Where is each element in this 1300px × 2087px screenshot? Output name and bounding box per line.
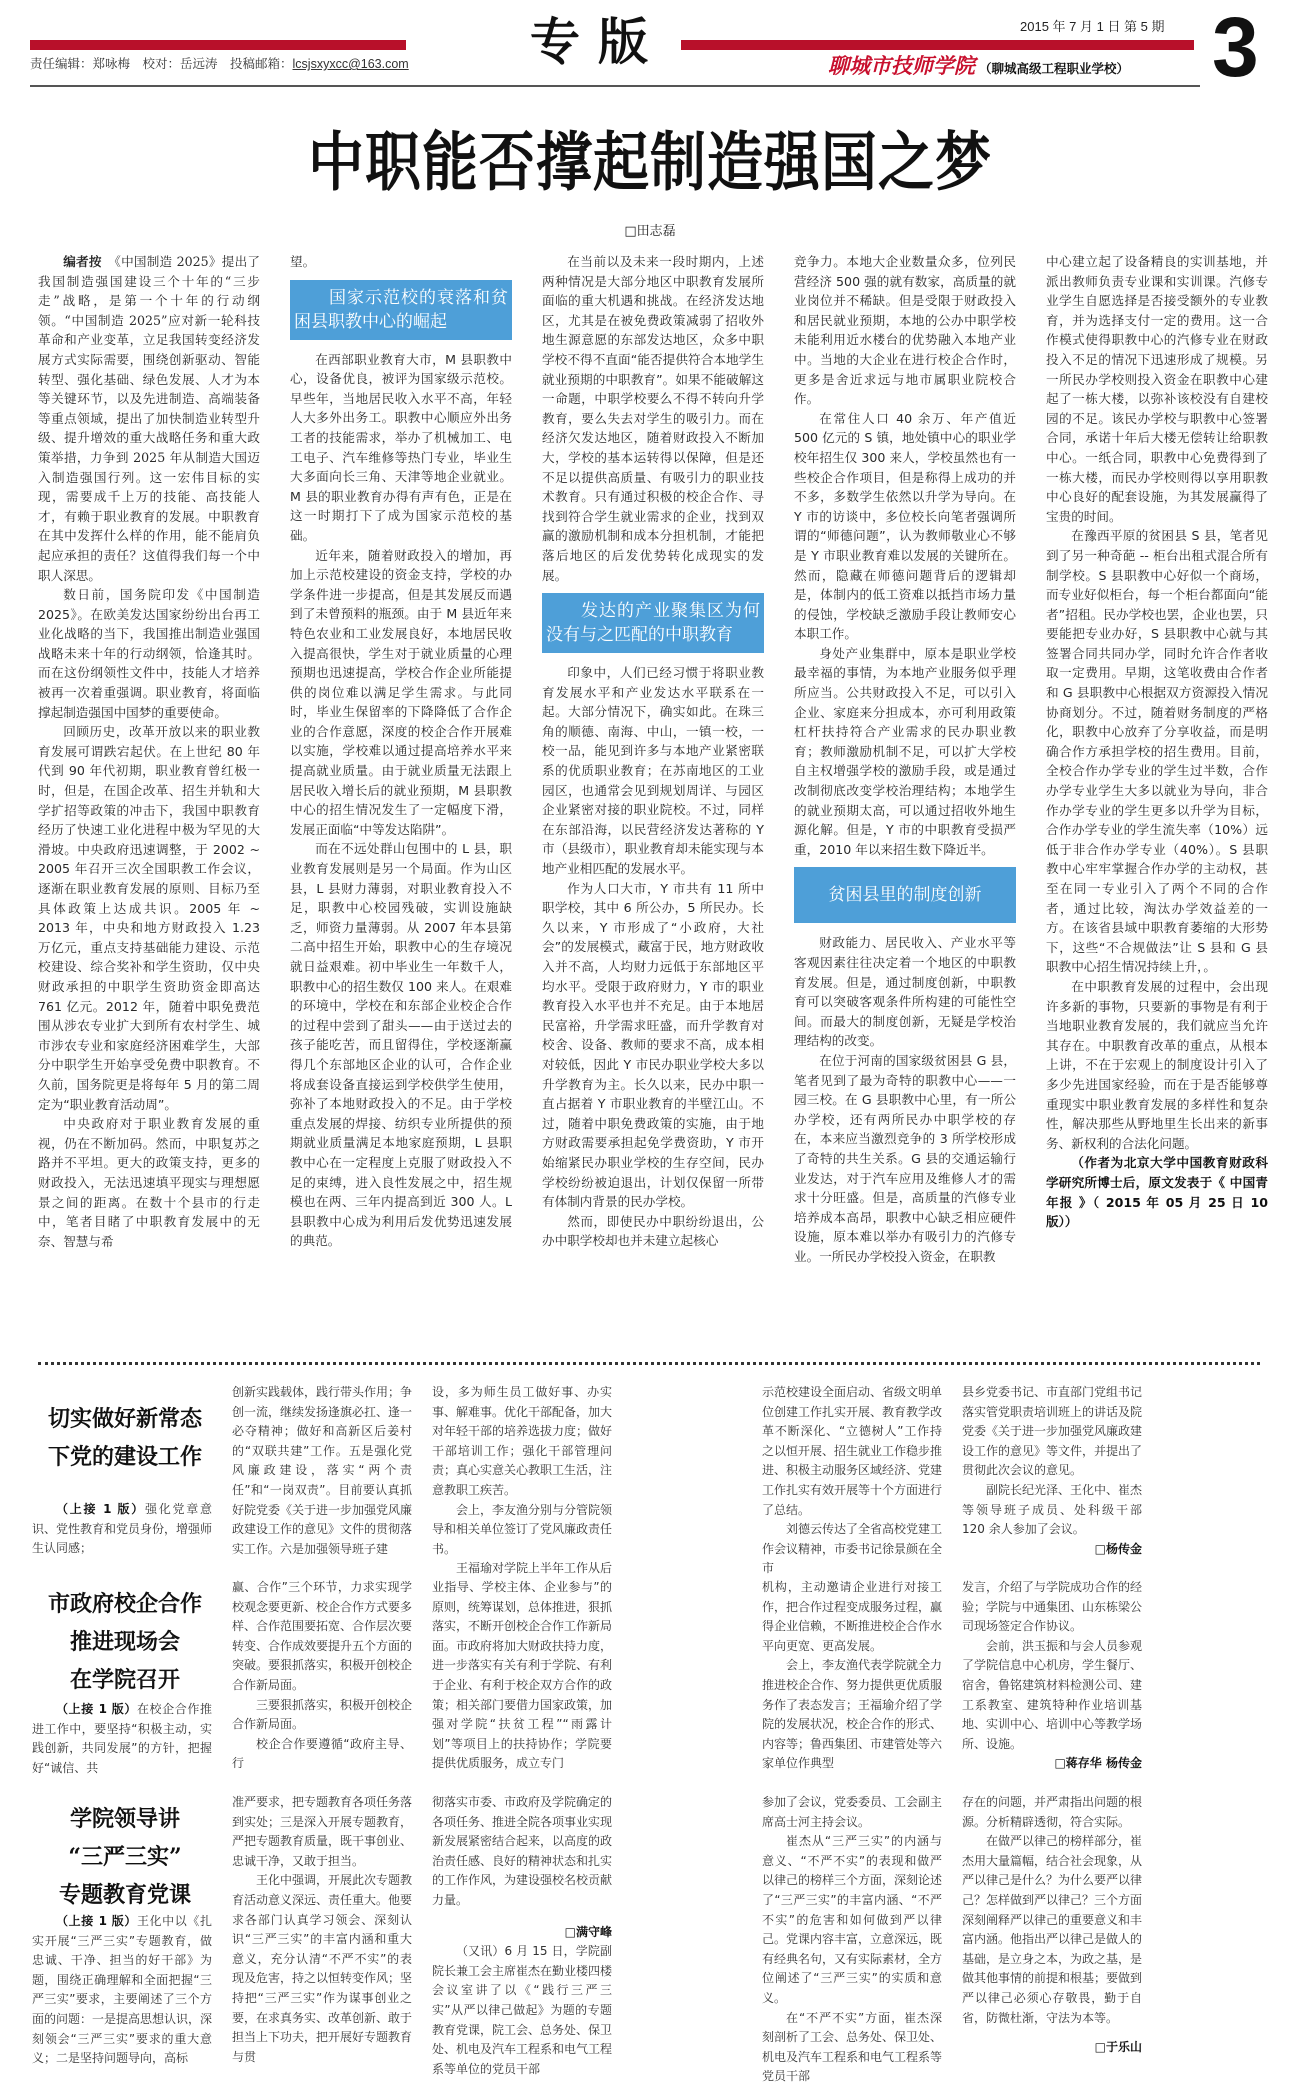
- article-1-col-5: [962, 1383, 1142, 1559]
- main-column-2: [290, 252, 512, 1251]
- continued-label: （上接 1 版）: [56, 1502, 145, 1516]
- article-1-col-1: [32, 1500, 212, 1559]
- issue-date: 2015 年 7 月 1 日 第 5 期: [1020, 19, 1165, 34]
- editor-line: 责任编辑：郑咏梅 校对：岳远涛 投稿邮箱：: [30, 57, 293, 71]
- paragraph: 在校企合作推进工作中，要坚持“积极主动，实践创新，共同发展”的方针，把握好“诚信、共: [32, 1702, 212, 1775]
- paragraph: 存在的问题，并严肃指出问题的根源。分析精辟透彻，符合实际。: [962, 1795, 1143, 1829]
- paragraph: 在中职教育发展的过程中，会出现许多新的事物，只要新的事物是有利于当地职业教育发展的，我们就应当允许其存在。中职教育改革的重点，从根本上讲，不在于宏观上的制度设计引入了多少先进国家经验，而在于是否能够尊重现实中职业教育发展的多样性和复杂性，解决那些从野地里生长出来的新事务、新权利的合法化问题。: [1046, 978, 1268, 1151]
- paragraph: 财政能力、居民收入、产业水平等客观因素往往决定着一个地区的中职教育发展。但是，通过制度创新，中职教育可以突破客观条件所构建的可能性空间。而最大的制度创新，无疑是学校治理结构的改变。: [794, 935, 1016, 1049]
- article-2-col-4: [762, 1578, 942, 1774]
- paragraph: 望。: [290, 254, 316, 269]
- paragraph: 副院长纪光泽、王化中、崔杰等领导班子成员、处科级干部 120 余人参加了会议。: [962, 1482, 1143, 1537]
- paragraph: 近年来，随着财政投入的增加，再加上示范校建设的资金支持，学校的办学条件进一步提高，但是其发展反而遇到了未曾预料的瓶颈。由于 M 县近年来特色农业和工业发展良好，本地居民收入提高很快，学生对于就业质量的心理预期也迅速提高，学校合作企业所能提供的岗位难以满足学生需求。与此同时，毕业生保留率的下降降低了合作企业的合作意愿，深度的校企合作开展难以实施，学校难以通过提高培养水平来提高就业质量。由于就业质量无法跟上居民收入增长后的就业预期，M 县职教中心的招生情况发生了一定幅度下滑，发展正面临“中等发达陷阱”。: [290, 547, 512, 837]
- subhead-3-text: 贫困县里的制度创新: [828, 885, 982, 906]
- paragraph: 作为人口大市，Y 市共有 11 所中职学校，其中 6 所公办，5 所民办。长久以来，Y 市形成了“小政府，大社会”的发展模式，藏富于民，地方财政收入并不高，人均财力远低于东部地区平均水平。受限于政府财力，Y 市的职业教育投入水平也并不充足。由于本地居民富裕，升学需求旺盛，而升学教育对校舍、设备、教师的要求不高，成本相对较低，因此 Y 市民办职业学校大多以升学教育为主。长久以来，民办中职一直占据着 Y 市职业教育的半壁江山。不过，随着中职免费政策的实施，由于地方财政需要承担起免学费资助，Y 市开始缩紧民办职业学校的生存空间，民办学校纷纷被迫退出，计划仅保留一所带有体制内背景的民办学校。: [542, 880, 764, 1210]
- title-line: 在学院召开: [69, 1667, 180, 1693]
- title-line: 下党的建设工作: [47, 1444, 202, 1470]
- article-1-title: [30, 1400, 220, 1476]
- paragraph: 崔杰从“三严三实”的内涵与意义、“不严不实”的表现和做严以律己的榜样三个方面，深刻论述了“三严三实”的丰富内涵、“不严不实”的危害和如何做到严以律己。党课内容丰富，立意深远，既有经典名句，又有实际素材，全方位阐述了“三严三实”的实质和意义。: [762, 1834, 943, 2005]
- title-line: 市政府校企合作: [47, 1591, 202, 1617]
- paragraph: 在当前以及未来一段时期内，上述两种情况是大部分地区中职教育发展所面临的重大机遇和挑战。在经济发达地区，尤其是在被免费政策减弱了招收外地生源意愿的东部发达地区，众多中职学校不得不直面“能否提供符合本地学生就业预期的中职教育”。如果不能破解这一命题，中职学校要么不得不转向升学教育，要么失去对学生的吸引力。而在经济欠发达地区，随着财政投入不断加大，学校的基本运转得以保障，但是还不足以提供高质量、有吸引力的职业技术教育。只有通过积极的校企合作、寻找到符合学生就业需求的企业，找到双赢的激励机制和成本分担机制，才能把落后地区的后发优势转化成现实的发展。: [542, 254, 764, 583]
- paragraph: 赢、合作”三个环节，力求实现学校观念要更新、校企合作方式要多样、合作范围要拓宽、合作层次要转变、合作成效要提升五个方面的突破。要狠抓落实，积极开创校企合作新局面。: [232, 1580, 413, 1692]
- subhead-2-text: 发达的产业聚集区为何没有与之匹配的中职教育: [546, 601, 760, 646]
- editor-note-label: 编者按: [63, 254, 102, 269]
- article-3-title: [30, 1800, 220, 1914]
- paragraph: 示范校建设全面启动、省级文明单位创建工作扎实开展、教育教学改革不断深化、“立德树人”工作持之以恒开展、招生就业工作稳步推进、积极主动服务区域经济、党建工作扎实有效开展等十个方面进行了总结。: [762, 1385, 943, 1517]
- paragraph: 三要狠抓落实，积极开创校企合作新局面。: [232, 1697, 413, 1732]
- subhead-1: [290, 280, 512, 340]
- paragraph: 在豫西平原的贫困县 S 县，笔者见到了另一种奇葩 -- 柜台出租式混合所有制学校。S 县职教中心好似一个商场，而专业好似柜台，每一个柜台都面向“能者”招租。民办学校也罢，企业也罢，只要能把专业办好，S 县职教中心就与其签署合同共同办学，同时允许合作者收取一定费用。早期，这笔收费由合作者和 G 县职教中心根据双方资源投入情况协商划分。不过，随着财务制度的严格化，职教中心放弃了分享收益，而是明确合作方承担学校的招生费用。目前，全校合作办学专业的学生过半数，合作办学专业学生大多以就业为导向，非合作办学专业的学生更多以升学为目标，合作办学专业的学生流失率（10%）远低于非合作办学专业（40%）。S 县职教中心牢牢掌握合作办学的主动权，甚至在同一专业引入了两个不同的合作者，通过比较，淘汰办学效益差的一方。在该省县域中职教育萎缩的大形势下，这些“不合规做法”让 S 县和 G 县职教中心招生情况持续上升，。: [1046, 528, 1268, 975]
- subhead-2: [542, 593, 764, 653]
- paragraph: 王化中强调，开展此次专题教育活动意义深远、责任重大。他要求各部门认真学习领会、深刻认识“三严三实”的丰富内涵和重大意义，充分认清“不严不实”的表现及危害，持之以恒转变作风；坚持把“三严三实”作为谋事创业之要，在求真务实、改革创新、敢于担当上下功夫，把开展好专题教育与贯: [232, 1873, 413, 2064]
- article-2-col-3: [432, 1578, 612, 1774]
- article-2-signature: □蒋存华 杨传金: [1054, 1756, 1142, 1771]
- paragraph: 校企合作要遵循“政府主导、行: [232, 1736, 412, 1771]
- main-byline: □田志磊: [624, 224, 676, 239]
- title-line: 推进现场会: [69, 1629, 180, 1655]
- article-1-col-4: [762, 1383, 942, 1579]
- paragraph: 发言，介绍了与学院成功合作的经验；学院与中通集团、山东栋梁公司现场签定合作协议。: [962, 1580, 1143, 1634]
- paragraph: 王化中以《扎实开展“三严三实”专题教育，做忠诚、干净、担当的好干部》为题，围绕正确理解和全面把握“三严三实”要求，主要阐述了三个方面的问题：一是提高思想认识，深刻领会“三严三实”要求的重大意义；二是坚持问题导向，高标: [32, 1914, 213, 2066]
- paragraph: 中心建立起了设备精良的实训基地，并派出教师负责专业课和实训课。汽修专业学生自愿选择是否接受额外的专业教育，并为选择支付一定的费用。这一合作模式使得职教中心的汽修专业在财政投入不足的情况下迅速形成了规模。另一所民办学校则投入资金在职教中心建起了一栋大楼，以弥补该校没有自建校园的不足。该民办学校与职教中心签署合同，承诺十年后大楼无偿转让给职教中心。一纸合同，职教中心免费得到了一栋大楼，而民办学校则得以享用职教中心良好的配套设施，为其发展赢得了宝贵的时间。: [1046, 254, 1268, 524]
- paragraph: 数日前，国务院印发《中国制造 2025》。在欧美发达国家纷纷出台再工业化战略的当下，我国推出制造业强国战略未来十年的行动纲领，恰逢其时。而在这份纲领性文件中，技能人才培养被再一次着重强调。职业教育，将面临撑起制造强国中国梦的重要使命。: [38, 587, 260, 720]
- article-1-col-3: [432, 1383, 612, 1579]
- title-line: 专题教育党课: [58, 1882, 191, 1908]
- paragraph: 竞争力。本地大企业数量众多，位列民营经济 500 强的就有数家，高质量的就业岗位并不稀缺。但是受限于财政投入和居民就业预期，本地的公办中职学校未能利用近水楼台的优势融入本地产业中。当地的大企业在进行校企合作时，更多是舍近求远与地市属职业院校合作。: [794, 254, 1016, 407]
- main-headline: 中职能否撑起制造强国之梦: [308, 124, 992, 201]
- article-2-title: [30, 1585, 220, 1699]
- paragraph: 身处产业集群中，原本是职业学校最幸福的事情，为本地产业服务似乎理所应当。公共财政投入不足，可以引入企业、家庭来分担成本，亦可利用政策杠杆扶持符合产业需求的民办职业教育；教师激励机制不足，可以扩大学校自主权增强学校的激励手段，或是通过改制彻底改变学校治理结构；本地学生的就业预期太高，可以通过招收外地生源化解。但是，Y 市的中职教育受损严重，2010 年以来招生数下降近半。: [794, 645, 1016, 857]
- article-3-col-3: [432, 1793, 612, 2079]
- continued-label: （上接 1 版）: [56, 1914, 137, 1928]
- article-1-signature: □杨传金: [1094, 1541, 1142, 1556]
- paragraph: 彻落实市委、市政府及学院确定的各项任务、推进全院各项事业实现新发展紧密结合起来，以高度的政治责任感、良好的精神状态和扎实的工作作风，为建设强校名校贡献力量。: [432, 1795, 613, 1907]
- section-divider: [38, 1362, 1260, 1365]
- paragraph: 在“不严不实”方面，崔杰深刻剖析了工会、总务处、保卫处、机电及汽车工程系和电气工程系等党员干部: [762, 2010, 943, 2084]
- school-subtitle: （聊城高级工程职业学校）: [979, 62, 1130, 76]
- paragraph: 王福瑜对学院上半年工作从后: [456, 1561, 613, 1576]
- section-title: 专版: [530, 12, 666, 71]
- paragraph: 在西部职业教育大市，M 县职教中心，设备优良，被评为国家级示范校。早些年，当地居民收入水平不高，年轻人大多外出务工。职教中心顺应外出务工者的技能需求，举办了机械加工、电工电子、汽车维修等热门专业，毕业生大多面向长三角、天津等地企业就业。M 县的职业教育办得有声有色，正是在这一时期打下了成为国家示范校的基础。: [290, 351, 512, 543]
- paragraph: 机构，主动邀请企业进行对接工作，把合作过程变成服务过程，赢得企业信赖，不断推进校企合作水平向更宽、更高发展。: [762, 1580, 943, 1653]
- subhead-1-text: 国家示范校的衰落和贫困县职教中心的崛起: [294, 287, 508, 332]
- paragraph: 会上，李友渔代表学院就全力推进校企合作、努力提供更优质服务作了表态发言；王福瑜介绍了学院的发展状况，校企合作的形式、内容等；鲁西集团、市建管处等六家单位作典型: [762, 1658, 943, 1771]
- paragraph: 会上，李友渔分别与分管院领导和相关单位签订了党风廉政责任书。: [432, 1502, 613, 1556]
- paragraph: 业指导、学校主体、企业参与”的原则，统筹谋划，总体推进，狠抓落实，不断开创校企合作工作新局面。市政府将加大财政扶持力度，进一步落实有关有利于学院、有利于企业、有利于校企双方合作的政策；相关部门要借力国家政策，加强对学院“扶贫工程”“雨露计划”等项目上的扶持协作；学院要提供优质服务，成立专门: [432, 1580, 613, 1771]
- paragraph: 印象中，人们已经习惯于将职业教育发展水平和产业发达水平联系在一起。大部分情况下，确实如此。在珠三角的顺德、南海、中山，一镇一校，一校一品，能见到许多与本地产业紧密联系的优质职业教育；在苏南地区的工业园区，也通常会见到规划周详、与园区企业紧密对接的职业院校。不过，同样在东部沿海，以民营经济发达著称的 Y 市（县级市），职业教育却未能实现与本地产业相匹配的发展水平。: [542, 665, 764, 877]
- paragraph: 会前，洪玉振和与会人员参观了学院信息中心机房，学生餐厅、宿舍，鲁铭建筑材料检测公司、建工系教室、建筑特种作业培训基地、实训中心、培训中心等教学场所、设施。: [962, 1638, 1143, 1751]
- editor-note: [38, 252, 260, 585]
- title-line: 切实做好新常态: [47, 1406, 202, 1432]
- title-line: “三严三实”: [68, 1844, 182, 1870]
- article-3-col-1: [32, 1912, 212, 2069]
- title-line: 学院领导讲: [69, 1806, 180, 1832]
- paragraph: 然而，即使民办中职纷纷退出，公办中职学校却也并未建立起核心: [542, 1213, 764, 1249]
- main-column-1: [38, 252, 260, 1251]
- paragraph: 强化党章意识、党性教育和党员身份，增强师生认同感；: [32, 1502, 213, 1556]
- school-logo: [828, 50, 1129, 80]
- masthead-divider: [30, 85, 1200, 87]
- article-2-col-2: [232, 1578, 412, 1774]
- continued-label: （上接 1 版）: [56, 1702, 137, 1716]
- article-3-col-2: [232, 1793, 412, 2067]
- submission-email-link[interactable]: lcsjsxyxcc@163.com: [292, 57, 409, 71]
- paragraph: 在位于河南的国家级贫困县 G 县，笔者见到了最为奇特的职教中心——一园三校。在 G 县职教中心里，有一所公办学校，还有两所民办中职学校的存在，本来应当激烈竞争的 3 所学校形成了奇特的共生关系。G 县的交通运输行业发达，对于汽车应用及维修人才的需求十分旺盛。但是，高质量的汽修专业培养成本高昂，职教中心缺乏相应硬件设施，原本难以举办有吸引力的汽修专业。一所民办学校投入资金，在职教: [794, 1052, 1016, 1264]
- author-credit: （作者为北京大学中国教育财政科学研究所博士后，原文发表于《 中国青年报 》（ 2015 年 05 月 25 日 10 版））: [1046, 1155, 1268, 1230]
- article-2-col-1: [32, 1700, 212, 1778]
- main-column-3: [542, 252, 764, 1251]
- article-2-col-5: [962, 1578, 1142, 1774]
- paragraph: 回顾历史，改革开放以来的职业教育发展可谓跌宕起伏。在上世纪 80 年代到 90 年代初期，职业教育曾红极一时，但是，在国企改革、招生并轨和大学扩招等政策的冲击下，我国中职教育经历了快速工业化进程中极为罕见的大滑坡。中央政府迅速调整，于 2002 ~ 2005 年召开三次全国职教工作会议，逐渐在职业教育发展的原则、目标乃至具体政策上达成共识。2005 年 ~ 2013 年，中央和地方财政投入 1.23 万亿元，重点支持基础能力建设、示范校建设、综合奖补和学生资助，仅中央财政承担的中职学生资助资金即高达 761 亿元。2012 年，随着中职免费范围从涉农专业扩大到所有农村学生、城市涉农专业和家庭经济困难学生，大部分中职学生开始享受免费中职教育。不久前，国务院更是将每年 5 月的第二周定为“职业教育活动周”。: [38, 724, 260, 1112]
- paragraph: 而在不远处群山包围中的 L 县，职业教育发展则是另一个局面。作为山区县，L 县财力薄弱，对职业教育投入不足，职教中心校园残破，实训设施缺乏，师资力量薄弱。从 2007 年本县第二高中招生开始，职教中心的生存境况就日益艰难。初中毕业生一年数千人，职教中心的招生数仅 100 来人。在艰难的环境中，学校在和东部企业校企合作的过程中尝到了甜头——由于送过去的孩子能吃苦，而且留得住，学校逐渐赢得几个东部地区企业的认可，合作企业将成套设备直接运到学校供学生使用，弥补了本地财政投入的不足。由于学校重点发展的焊接、纺织专业所提供的预期就业质量满足本地家庭预期，L 县职教中心在一定程度上克服了财政投入不足的束缚，进入良性发展之中，招生规模也在两、三年内提高到近 300 人。L 县职教中心成为利用后发优势迅速发展的典范。: [290, 841, 512, 1249]
- paragraph: 在做严以律己的榜样部分，崔杰用大量篇幅，结合社会现象，从严以律己是什么？为什么要严以律己？怎样做到严以律己？三个方面深刻阐释严以律己的重要意义和丰富内涵。他指出严以律己是做人的基础，是立身之本，为政之基，是做其他事情的前提和根基；要做到严以律己必须心存敬畏，勤于自省，防微杜渐，守法为本等。: [962, 1834, 1143, 2025]
- article-3-col-4: [762, 1793, 942, 2087]
- main-column-4: [794, 252, 1016, 1267]
- main-column-5: [1046, 252, 1268, 1232]
- paragraph: 刘德云传达了全省高校党建工作会议精神，市委书记徐景颜在全市: [762, 1522, 943, 1576]
- subhead-3: [794, 867, 1016, 923]
- article-3-signature: □于乐山: [1094, 2040, 1142, 2055]
- editor-info: [30, 54, 409, 72]
- paragraph: 创新实践载体，践行带头作用；争创一流，继续发扬逢旗必扛、逢一必夺精神；做好和高新区后姜村的“双联共建”工作。五是强化党风廉政建设，落实“两个责任”和“一岗双责”。目前要认真抓好院党委《关于进一步加强党风廉政建设工作的意见》文件的贯彻落实工作。六是加强领导班子建: [232, 1385, 413, 1556]
- paragraph: 参加了会议，党委委员、工会副主席高士河主持会议。: [762, 1795, 943, 1829]
- article-3-col-5: [962, 1793, 1142, 2058]
- article-3-mid-signature: □满守峰: [564, 1924, 612, 1939]
- paragraph: 县乡党委书记、市直部门党组书记落实管党职责培训班上的讲话及院党委《关于进一步加强党风廉政建设工作的意见》等文件，并提出了贯彻此次会议的意见。: [962, 1385, 1143, 1478]
- paragraph: 在常住人口 40 余万、年产值近 500 亿元的 S 镇，地处镇中心的职业学校年招生仅 300 来人，学校虽然也有一些校企合作项目，但是称得上成功的并不多，多数学生依然以升学为导向。在 Y 市的访谈中，多位校长向笔者强调所谓的“师德问题”，认为教师敬业心不够是 Y 市职业教育难以发展的关键所在。然而，隐藏在师德问题背后的逻辑却是，体制内的低工资难以抵挡市场力量的侵蚀，学校缺乏激励手段让教师安心本职工作。: [794, 410, 1016, 642]
- paragraph: 准严要求，把专题教育各项任务落到实处；三是深入开展专题教育，严把专题教育质量，既干事创业、忠诚干净，又敢于担当。: [232, 1795, 413, 1868]
- paragraph: 设，多为师生员工做好事、办实事、解难事。优化干部配备，加大对年轻干部的培养选拔力度；做好干部培训工作；强化干部管理问责；真心实意关心教职工生活，注意教职工疾苦。: [432, 1385, 613, 1497]
- editor-note-text: 《中国制造 2025》提出了我国制造强国建设三个十年的“三步走”战略，是第一个十年的行动纲领。“中国制造 2025”应对新一轮科技革命和产业变革，立足我国转变经济发展方式实际需要，围绕创新驱动、智能转型、强化基础、绿色发展、人才为本等关键环节，以及先进制造、高端装备等重点领域，提出了加快制造业转型升级、提升增效的重大战略任务和重大政策举措，力争到 2025 年从制造大国迈入制造强国行列。这一宏伟目标的实现，需要成千上万的技能、高技能人才，有赖于职业教育的发展。中职教育在其中发挥什么样的作用，能不能肩负起应承担的责任？这值得我们每一个中职人深思。: [38, 254, 261, 583]
- paragraph: 中央政府对于职业教育发展的重视，仍在不断加码。然而，中职复苏之路并不平坦。更大的政策支持，更多的财政投入，无法迅速填平现实与理想愿景之间的距离。在数十个县市的行走中，笔者目睹了中职教育发展中的无奈、智慧与希: [38, 1116, 260, 1249]
- page-number: 3: [1212, 0, 1259, 94]
- article-1-col-2: [232, 1383, 412, 1559]
- school-name: 聊城市技师学院: [828, 53, 975, 78]
- masthead-red-bar-left: [30, 40, 406, 50]
- masthead-red-bar-right: [681, 40, 1194, 50]
- paragraph: （又讯）6 月 15 日，学院副院长兼工会主席崔杰在勤业楼四楼会议室讲了以《“践行三严三实”从严以律己做起》为题的专题教育党课，院工会、总务处、保卫处、机电及汽车工程系和电气工程系等单位的党员干部: [432, 1944, 613, 2076]
